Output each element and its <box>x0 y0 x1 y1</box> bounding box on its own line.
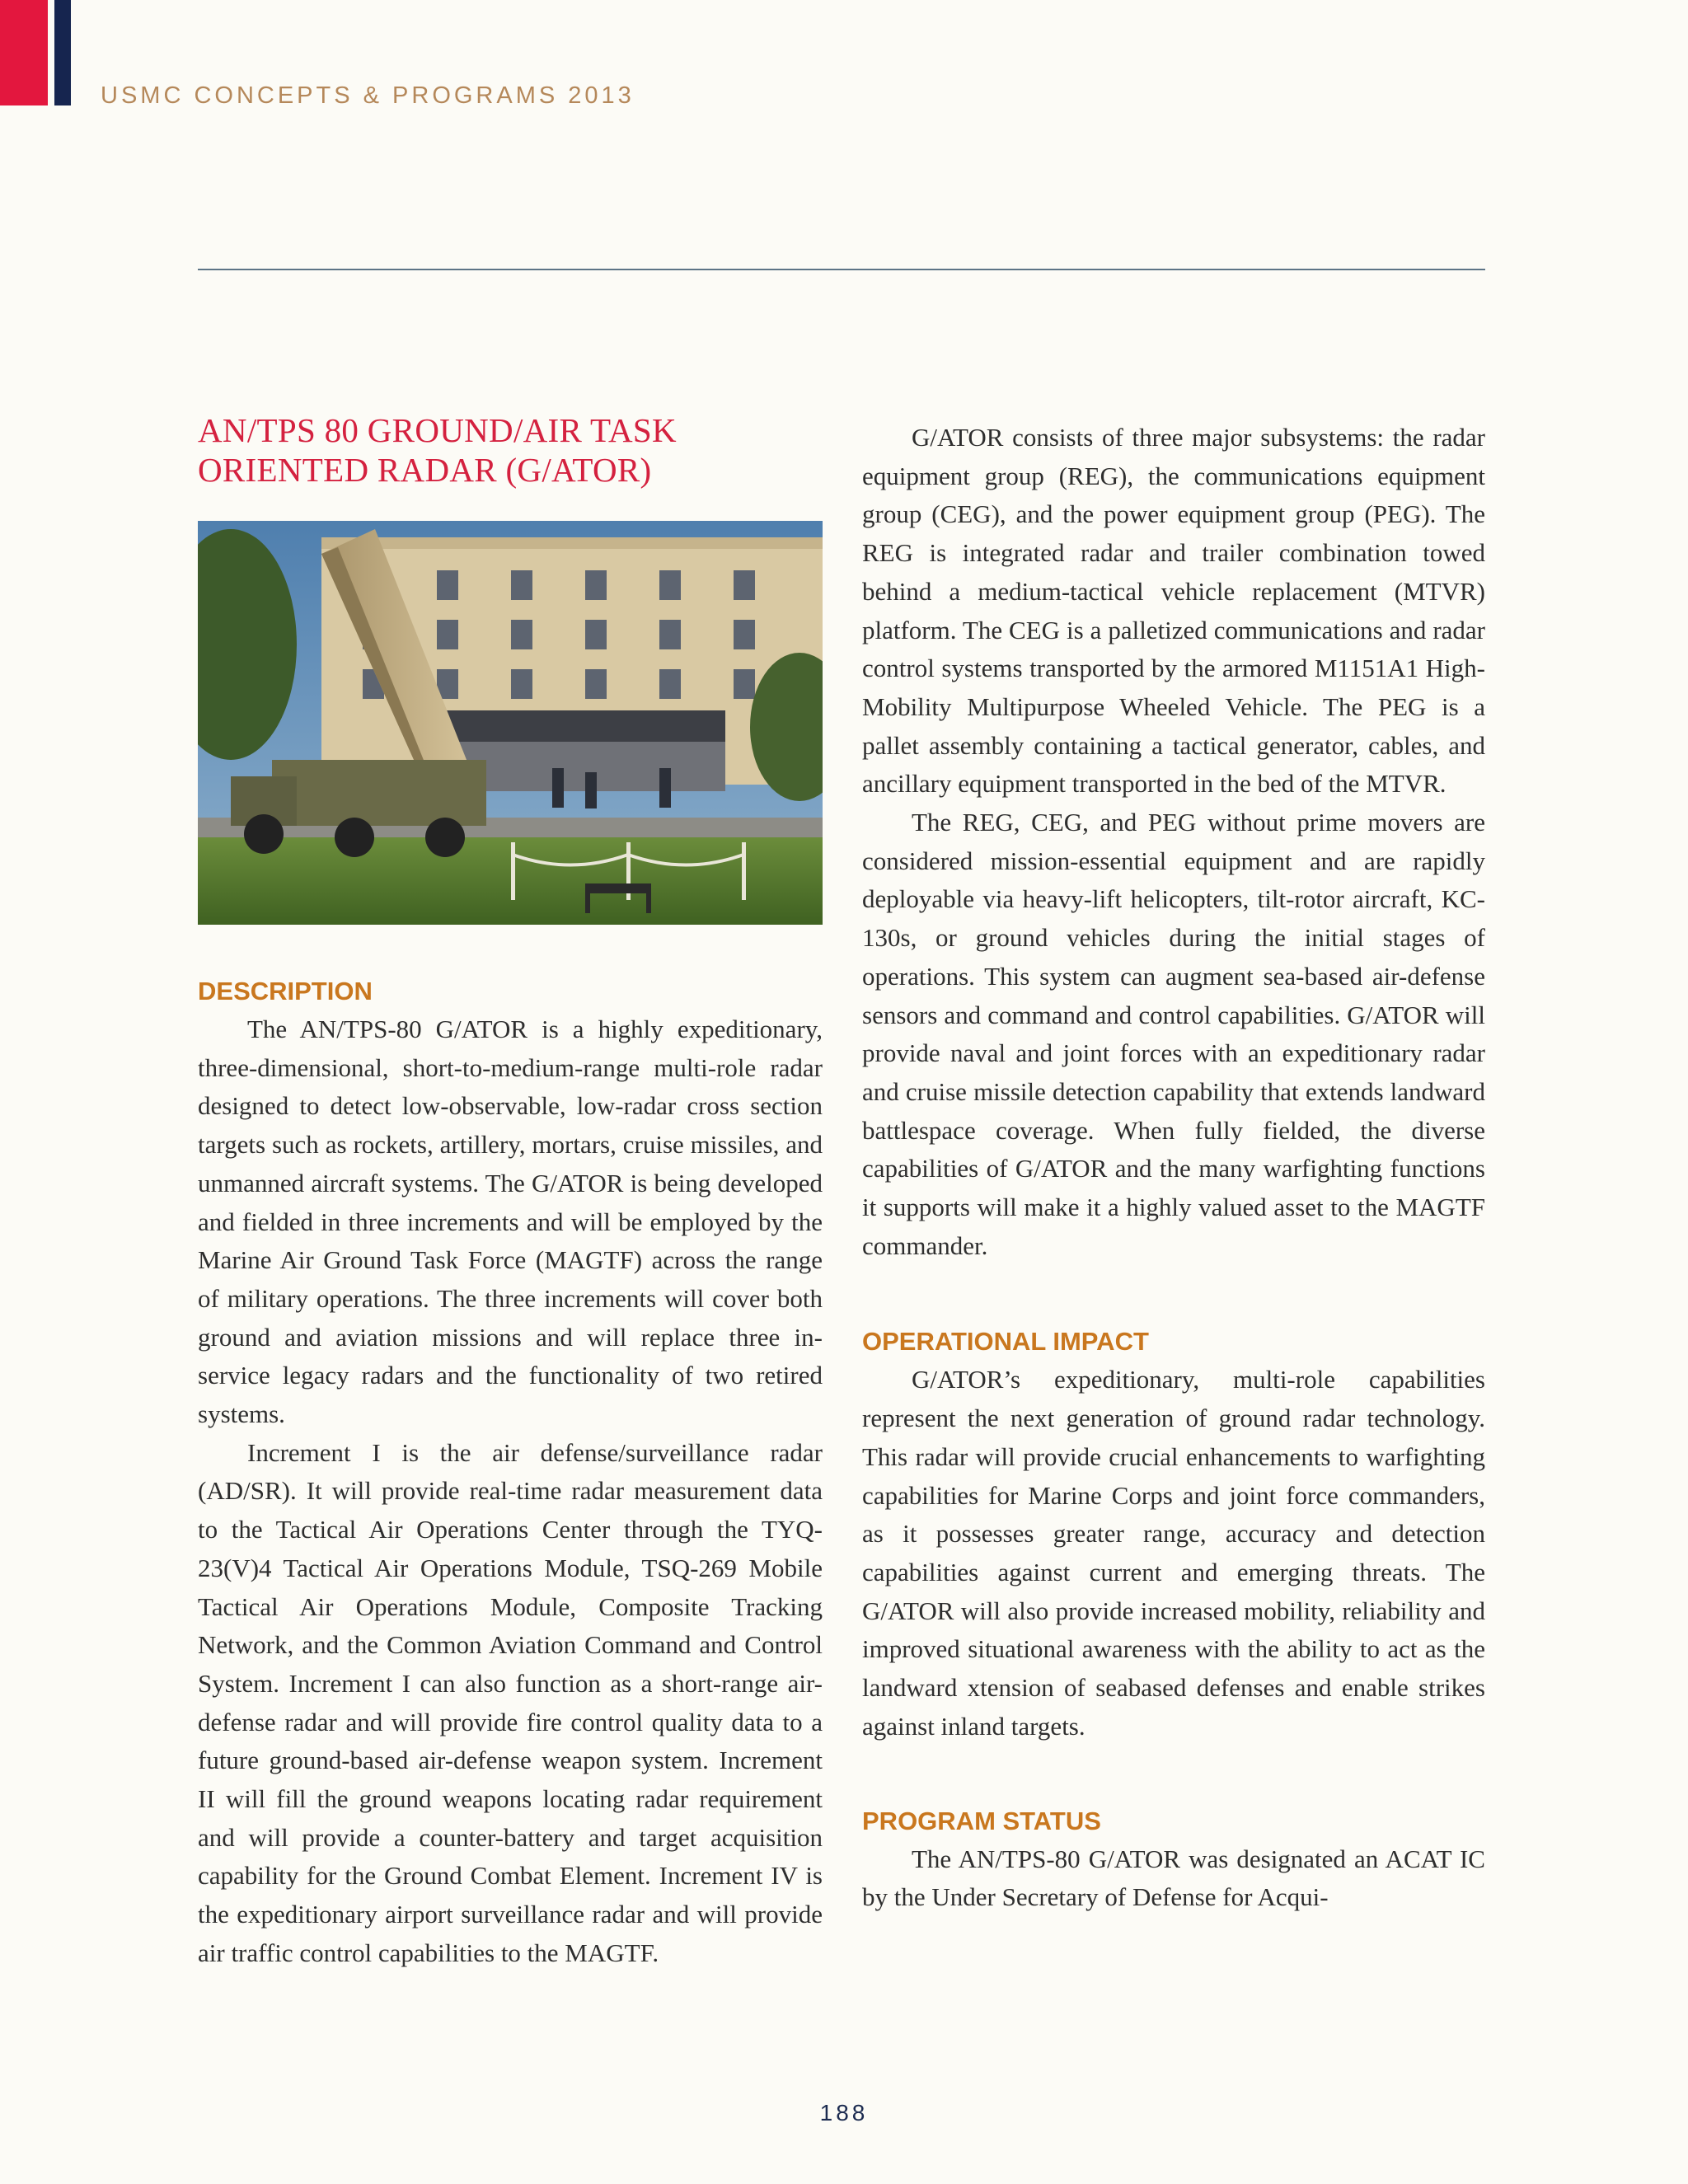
description-paragraph-1: The AN/TPS-80 G/ATOR is a highly expeditionary, three-dimensional, short-to-medium-range multi-role radar designed to detect low-observable, low-radar cross section targets such as rockets, artillery, mortars, cruise missiles, and unmanned aircraft systems. The G/ATOR is being developed and fielded in three increments and will be employed by the Marine Air Ground Task Force (MAGTF) across the range of military operations. The three increments will cover both ground and aviation missions and will replace three in-service legacy radars and the functionality of two retired systems. <box>198 1015 823 1429</box>
description-paragraph-4: The REG, CEG, and PEG without prime movers are considered mission-essential equipment and are rapidly deployable via heavy-lift helicopters, tilt-rotor aircraft, KC-130s, or ground vehicles during the initial stages of operations. This system can augment sea-based air-defense sensors and command and control capabilities. G/ATOR will provide naval and joint forces with an expeditionary radar and cruise missile detection capability that extends landward battlespace coverage. When fully fielded, the diverse capabilities of G/ATOR and the many warfighting functions it supports will make it a highly valued asset to the MAGTF commander. <box>862 808 1485 1260</box>
header-rule <box>198 269 1485 270</box>
radar-photo <box>198 521 823 925</box>
right-column <box>862 419 1485 1917</box>
heading-program-status: PROGRAM STATUS <box>862 1806 1101 1835</box>
operational-impact-paragraph: G/ATOR’s expeditionary, multi-role capabilities represent the next generation of ground radar technology. This radar will provide crucial enhancements to warfighting capabilities for Marine Corps and joint force commanders, as it possesses greater range, accuracy and detection capabilities against current and emerging threats. The G/ATOR will also provide increased mobility, reliability and improved situational awareness with the ability to act as the landward xtension of seabased defenses and enable strikes against inland targets. <box>862 1365 1485 1741</box>
heading-description: DESCRIPTION <box>198 977 373 1005</box>
heading-operational-impact: OPERATIONAL IMPACT <box>862 1327 1149 1357</box>
description-paragraph-2: Increment I is the air defense/surveillance radar (AD/SR). It will provide real-time radar measurement data to the Tactical Air Operations Center through the TYQ-23(V)4 Tactical Air Operations Module, TSQ-269 Mobile Tactical Air Operations Module, Composite Tracking Network, and the Common Aviation Command and Control System. Increment I can also function as a short-range air-defense radar and will provide fire control quality data to a future ground-based air-defense weapon system. Increment II will fill the ground weapons locating radar requirement and will provide a counter-battery and target acquisition capability for the Ground Combat Element. Increment IV is the expeditionary airport surveillance radar and will provide air traffic control capabilities to the MAGTF. <box>198 1437 823 1967</box>
title-line-1: AN/TPS 80 GROUND/AIR TASK <box>198 411 677 449</box>
program-status-paragraph: The AN/TPS-80 G/ATOR was designated an ACAT IC by the Under Secretary of Defense for Acqui- <box>862 1844 1485 1912</box>
header-navy-bar <box>54 0 71 105</box>
page-number: 188 <box>819 2100 869 2125</box>
article-title <box>198 410 823 490</box>
description-paragraph-3: G/ATOR consists of three major subsystems: the radar equipment group (REG), the communications equipment group (CEG), and the power equipment group (PEG). The REG is integrated radar and trailer combination towed behind a medium-tactical vehicle replacement (MTVR) platform. The CEG is a palletized communications and radar control systems transported by the armored M1151A1 High-Mobility Multipurpose Wheeled Vehicle. The PEG is a pallet assembly containing a tactical generator, cables, and ancillary equipment transported in the bed of the MTVR. <box>862 423 1485 799</box>
running-title: USMC CONCEPTS & PROGRAMS 2013 <box>101 82 635 109</box>
title-line-2: ORIENTED RADAR (G/ATOR) <box>198 451 652 489</box>
left-column <box>198 410 823 1973</box>
header-red-bar <box>0 0 48 105</box>
